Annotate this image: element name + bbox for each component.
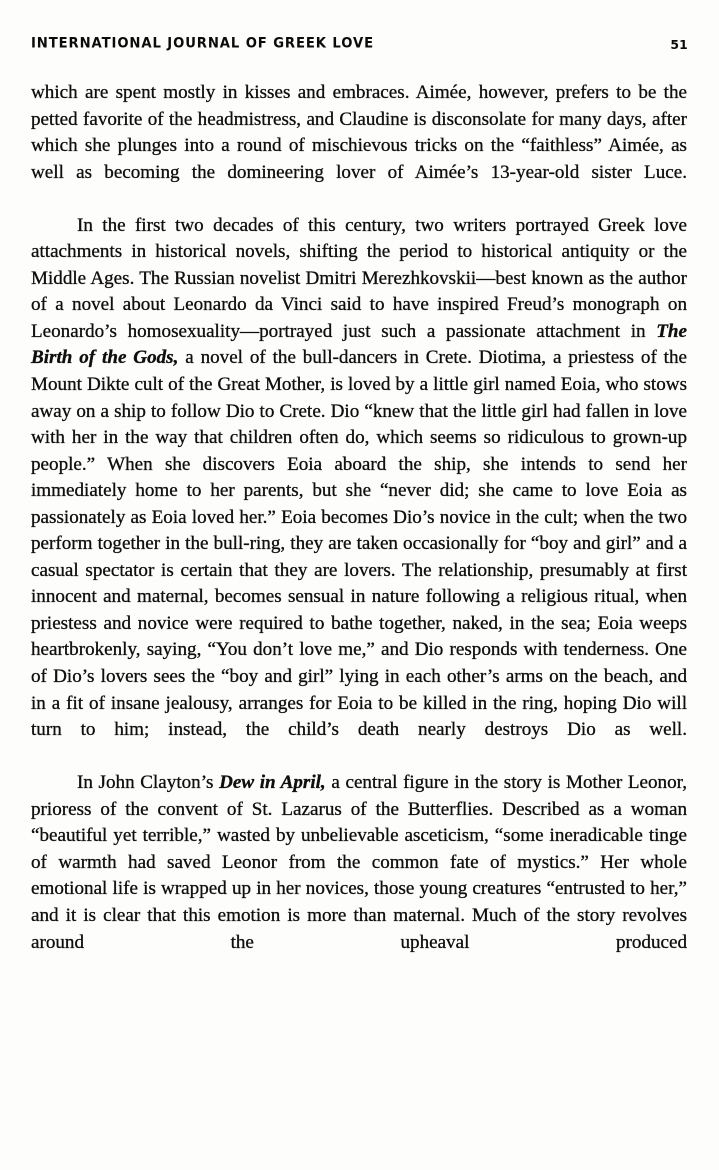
book-title: Dew in April, xyxy=(219,772,326,794)
para-merezhkovskii: In the first two decades of this century, two writers portrayed Greek love attachments in historical novels, shifting the period to historical antiquity or the Middle Ages. The Russian novelist Dmitri Merezhkovskii—best known as the author of a novel about Leonardo da Vinci said to have inspired Freud’s monograph on Leonardo’s homosexuality—portrayed just such a passionate attachment in The Birth of the Gods, a novel of the bull-dancers in Crete. Diotima, a priestess of the Mount Dikte cult of the Great Mother, is loved by a little girl named Eoia, who stows away on a ship to follow Dio to Crete. Dio “knew that the little girl had fallen in love with her in the way that children often do, which seems so ridiculous to grown-up people.” When she discovers Eoia aboard the ship, she intends to send her immediately home to her parents, but she “never did; she came to love Eoia as passionately as Eoia loved her.” Eoia becomes Dio’s novice in the cult; when the two perform together in the bull-ring, they are taken occasionally for “boy and girl” and a casual spectator is certain that they are lovers. The relationship, presumably at first innocent and maternal, becomes sensual in nature following a religious ritual, when priestess and novice were required to bathe together, naked, in the sea; Eoia weeps heartbrokenly, saying, “You don’t love me,” and Dio responds with tenderness. One of Dio’s lovers sees the “boy and girl” lying in each other’s arms on the beach, and in a fit of insane jealousy, arranges for Eoia to be killed in the ring, hoping Dio will turn to him; instead, the child’s death nearly destroys Dio as well. xyxy=(31,214,687,741)
running-head xyxy=(31,36,688,58)
para-clayton: In John Clayton’s Dew in April, a central figure in the story is Mother Leonor, prioress of the convent of St. Lazarus of the Butterflies. Described as a woman “beautiful yet terrible,” wasted by unbelievable asceticism, “some ineradicable tinge of warmth had saved Leonor from the common fate of mystics.” Her whole emotional life is wrapped up in her novices, those young creatures “entrusted to her,” and it is clear that this emotion is more than maternal. Much of the story revolves around the upheaval produced xyxy=(31,772,687,953)
body-text-block xyxy=(31,80,687,983)
book-title: The Birth of the Gods, xyxy=(31,320,687,369)
page-number: 51 xyxy=(670,37,688,52)
para-claudine: which are spent mostly in kisses and embraces. Aimée, however, prefers to be the petted favorite of the headmistress, and Claudine is disconsolate for many days, after which she plunges into a round of mischievous tricks on the “faithless” Aimée, as well as becoming the domineering lover of Aimée’s 13-year-old sister Luce. xyxy=(31,82,687,183)
running-head-title: INTERNATIONAL JOURNAL OF GREEK LOVE xyxy=(31,36,375,52)
